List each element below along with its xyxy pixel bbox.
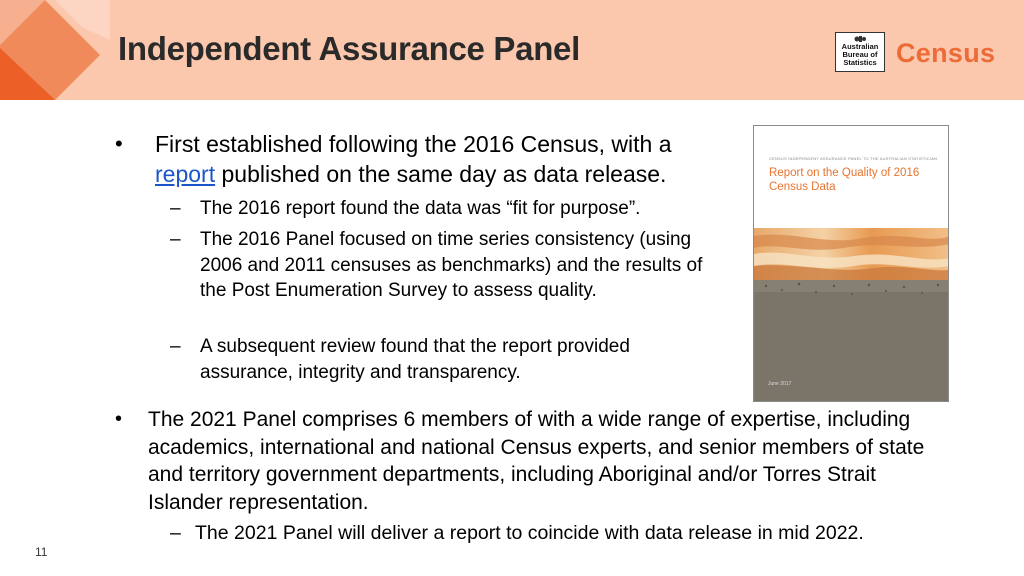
bullet-1-before-link: First established following the 2016 Census, with a bbox=[155, 131, 672, 157]
bullet-1-text bbox=[155, 129, 735, 189]
abs-logo-text: Australian Bureau of Statistics bbox=[841, 42, 879, 67]
dash-marker: – bbox=[170, 522, 181, 544]
cover-header-text: CENSUS INDEPENDENT ASSURANCE PANEL TO THE AUSTRALIAN STATISTICIAN bbox=[769, 156, 938, 161]
abs-logo bbox=[835, 32, 885, 72]
subpoint-3: A subsequent review found that the report provided assurance, integrity and transparency. bbox=[200, 336, 630, 383]
report-cover-image bbox=[753, 125, 949, 402]
bullet-1-after-link: published on the same day as data release. bbox=[215, 161, 667, 187]
slide-title: Independent Assurance Panel bbox=[118, 30, 580, 67]
subpoint-2: The 2016 Panel focused on time series consistency (using 2006 and 2011 censuses as benchmarks) and the results of the Post Enumeration Survey to assess quality. bbox=[200, 229, 703, 301]
slide-header bbox=[0, 0, 1024, 100]
subpoint-1: The 2016 report found the data was “fit for purpose”. bbox=[200, 198, 641, 219]
dash-marker: – bbox=[170, 336, 181, 357]
report-link[interactable]: report bbox=[155, 161, 216, 187]
cover-title: Report on the Quality of 2016 Census Data bbox=[769, 167, 920, 193]
page-number: 11 bbox=[35, 545, 48, 559]
bullet-dot: • bbox=[115, 408, 123, 430]
bullet-2-subpoint: The 2021 Panel will deliver a report to coincide with data release in mid 2022. bbox=[195, 522, 864, 544]
bullet-2-text: The 2021 Panel comprises 6 members of with a wide range of expertise, including academics, international and national Census experts, and senior members of state and territory government departments, including Aboriginal and/or Torres Strait Islander representation. bbox=[148, 408, 925, 514]
corner-decoration bbox=[0, 0, 110, 100]
dash-marker: – bbox=[170, 198, 181, 219]
dash-marker: – bbox=[170, 229, 181, 250]
bullet-dot: • bbox=[115, 131, 123, 156]
cover-date: June 2017 bbox=[768, 381, 792, 387]
census-brand: Census bbox=[896, 38, 996, 68]
